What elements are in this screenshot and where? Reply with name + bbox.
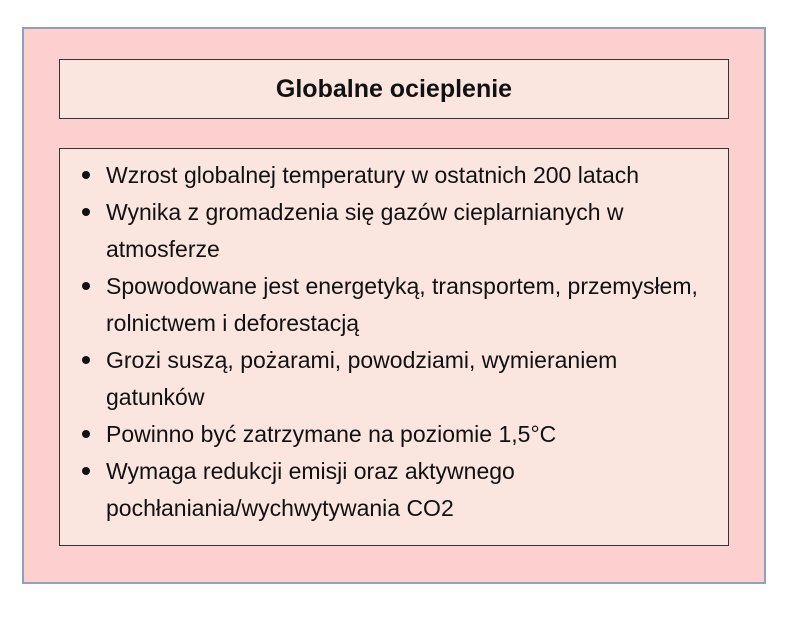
- list-item-text: Wynika z gromadzenia się gazów cieplarnianych w atmosferze: [106, 199, 624, 262]
- list-item: [80, 268, 708, 342]
- content-box: [59, 148, 729, 546]
- bullet-icon: [82, 467, 90, 475]
- list-item-text: Wymaga redukcji emisji oraz aktywnego pochłaniania/wychwytywania CO2: [106, 458, 515, 521]
- bullet-icon: [82, 208, 90, 216]
- list-item-text: Spowodowane jest energetyką, transportem, przemysłem, rolnictwem i deforestacją: [106, 273, 698, 336]
- list-item-text: Grozi suszą, pożarami, powodziami, wymieraniem gatunków: [106, 347, 618, 410]
- page-title: Globalne ocieplenie: [275, 74, 513, 103]
- list-item: [80, 342, 708, 416]
- bullet-icon: [82, 171, 90, 179]
- bullet-icon: [82, 430, 90, 438]
- list-item: [80, 416, 708, 453]
- list-item: [80, 157, 708, 194]
- bullet-list: [60, 149, 728, 527]
- title-box: [59, 59, 729, 119]
- bullet-icon: [82, 282, 90, 290]
- list-item-text: Wzrost globalnej temperatury w ostatnich 200 latach: [106, 162, 640, 188]
- list-item: [80, 194, 708, 268]
- list-item: [80, 453, 708, 527]
- list-item-text: Powinno być zatrzymane na poziomie 1,5°C: [106, 421, 557, 447]
- bullet-icon: [82, 356, 90, 364]
